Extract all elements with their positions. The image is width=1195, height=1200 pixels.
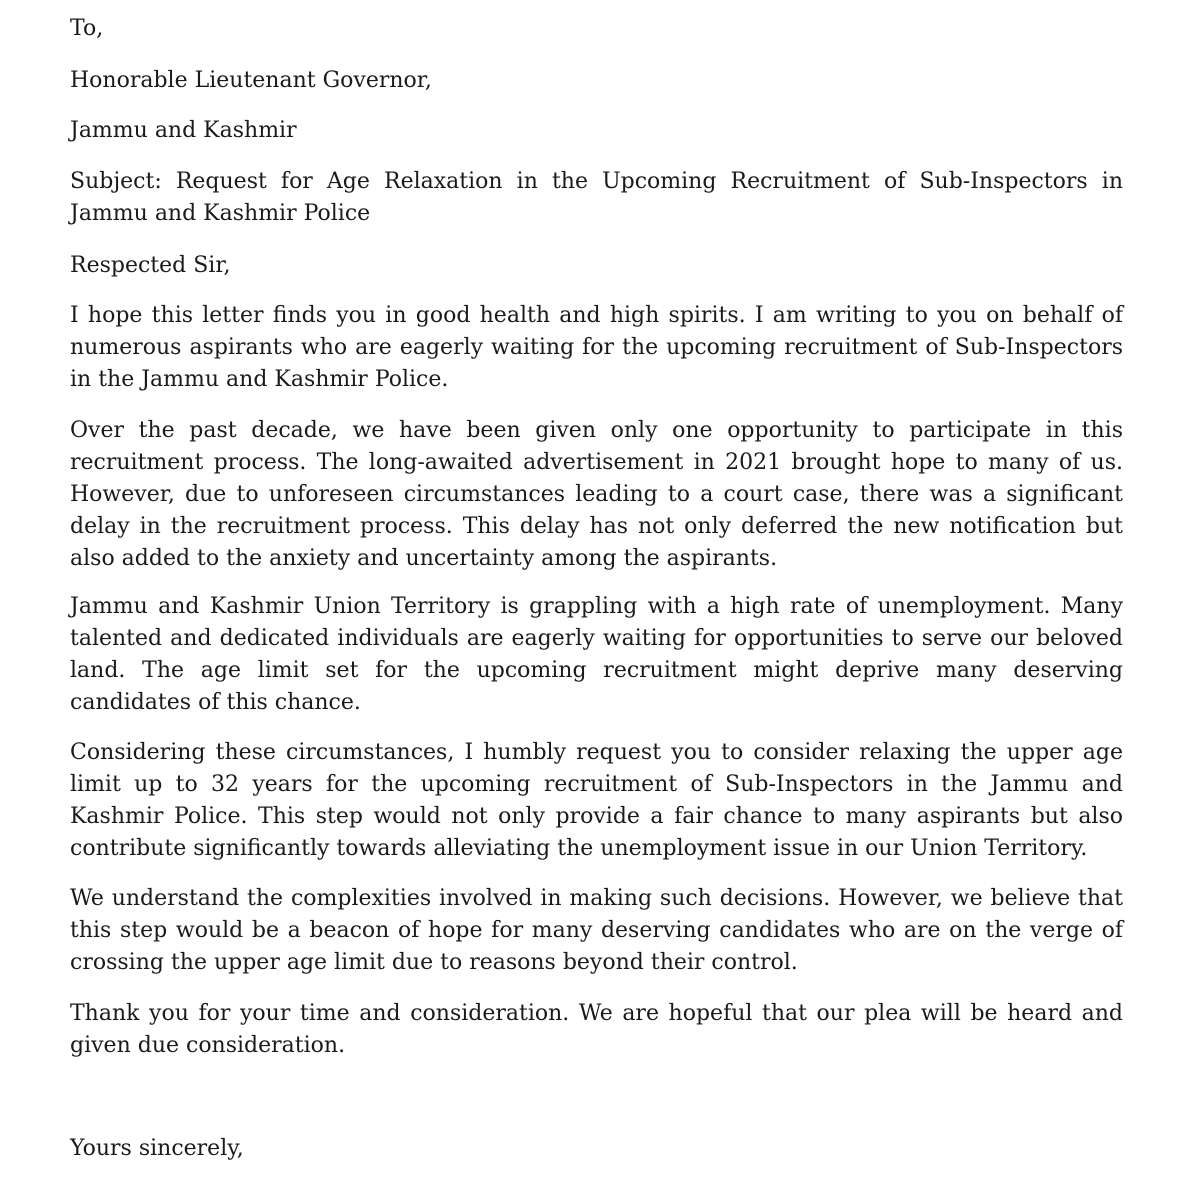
recipient-title: Honorable Lieutenant Governor, — [70, 68, 432, 93]
greeting: Respected Sir, — [70, 253, 231, 278]
letter-page — [70, 0, 1123, 1200]
letter-subject: Subject: Request for Age Relaxation in the Upcoming Recruitment of Sub-Inspectors in Jammu and Kashmir Police — [70, 169, 1123, 226]
body-paragraph-2: Over the past decade, we have been given only one opportunity to participate in this recruitment process. The long-awaited advertisement in 2021 brought hope to many of us. However, due to unforeseen circumstances leading to a court case, there was a significant delay in the recruitment process. This delay has not only deferred the new notification but also added to the anxiety and uncertainty among the aspirants. — [70, 418, 1123, 571]
body-paragraph-3: Jammu and Kashmir Union Territory is grappling with a high rate of unemployment. Many talented and dedicated individuals are eagerly waiting for opportunities to serve our beloved land. The age limit set for the upcoming recruitment might deprive many deserving candidates of this chance. — [70, 594, 1123, 715]
body-paragraph-1: I hope this letter finds you in good health and high spirits. I am writing to you on behalf of numerous aspirants who are eagerly waiting for the upcoming recruitment of Sub-Inspectors in the Jammu and Kashmir Police. — [70, 303, 1123, 392]
body-paragraph-6: Thank you for your time and consideration. We are hopeful that our plea will be heard and given due consideration. — [70, 1001, 1123, 1058]
salutation-to: To, — [70, 16, 104, 41]
recipient-place: Jammu and Kashmir — [70, 118, 297, 143]
body-paragraph-4: Considering these circumstances, I humbly request you to consider relaxing the upper age limit up to 32 years for the upcoming recruitment of Sub-Inspectors in the Jammu and Kashmir Police. This step would not only provide a fair chance to many aspirants but also contribute significantly towards alleviating the unemployment issue in our Union Territory. — [70, 740, 1123, 861]
closing: Yours sincerely, — [70, 1136, 244, 1161]
body-paragraph-5: We understand the complexities involved in making such decisions. However, we believe that this step would be a beacon of hope for many deserving candidates who are on the verge of crossing the upper age limit due to reasons beyond their control. — [70, 886, 1123, 975]
